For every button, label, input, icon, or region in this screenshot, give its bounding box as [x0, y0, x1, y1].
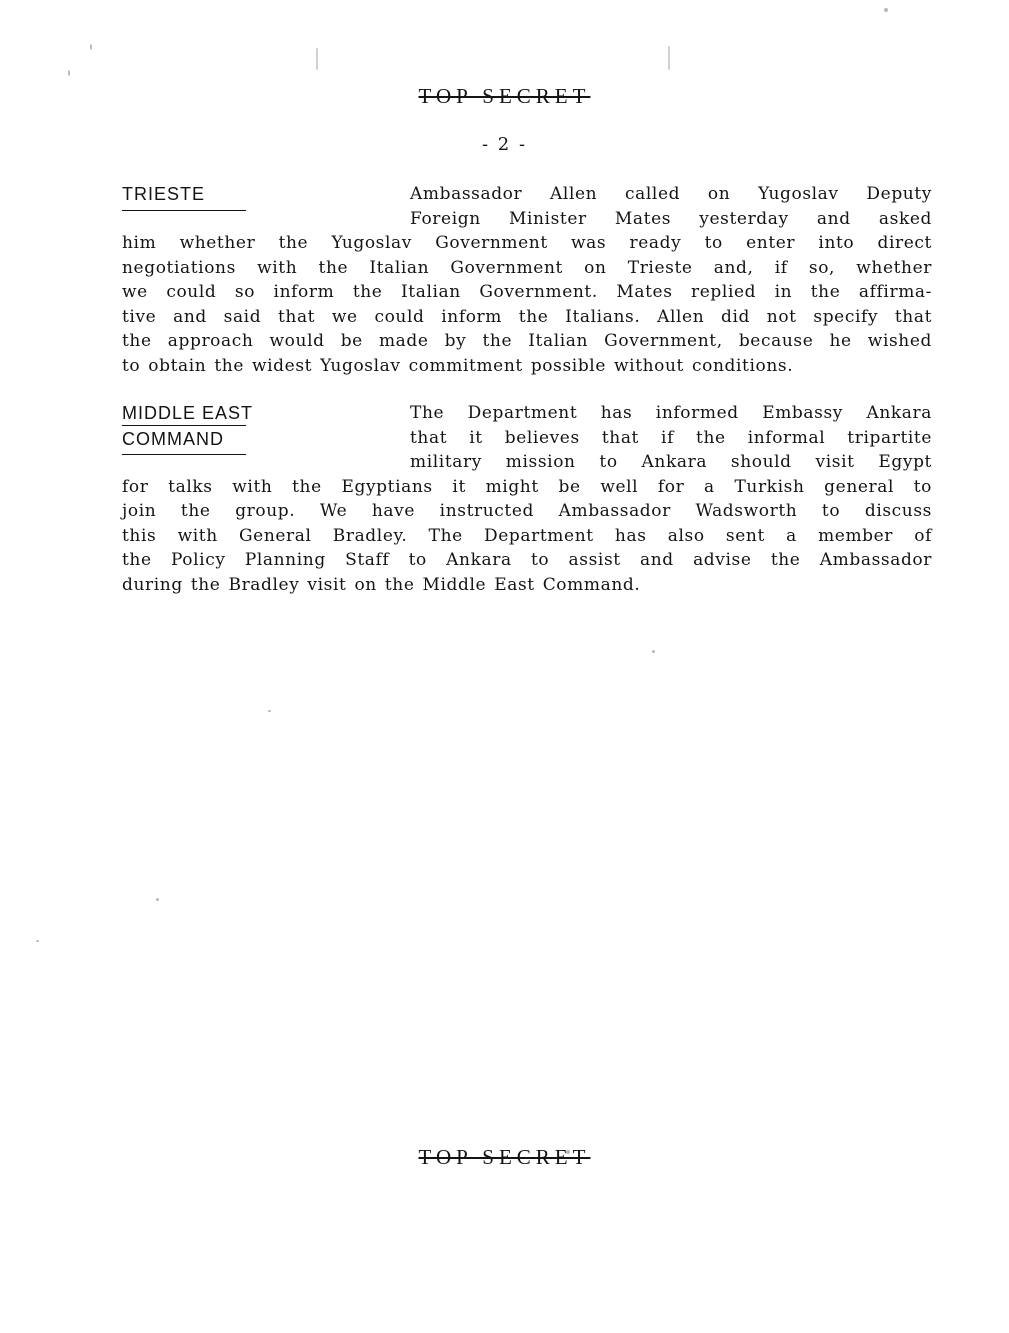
text-line: that it believes that if the informal tripartite: [410, 427, 932, 448]
section-trieste: [122, 182, 932, 378]
classification-marking-bottom: TOP SECRET: [418, 1145, 591, 1169]
text-line: tive and said that we could inform the Italians. Allen did not specify that: [122, 306, 932, 327]
text-line: we could so inform the Italian Government. Mates replied in the affirma-: [122, 282, 932, 302]
text-line: the Policy Planning Staff to Ankara to assist and advise the Ambassador: [122, 550, 932, 570]
heading-underline: [122, 210, 246, 211]
text-line: during the Bradley visit on the Middle East Command.: [122, 574, 641, 595]
text-line: Foreign Minister Mates yesterday and asked: [410, 208, 932, 229]
page-number: - 2 -: [481, 134, 528, 155]
heading-underline: [122, 454, 246, 455]
section-heading: [122, 182, 246, 211]
text-line: join the group. We have instructed Ambassador Wadsworth to discuss: [122, 501, 932, 521]
section-heading: [122, 401, 253, 455]
text-line: Ambassador Allen called on Yugoslav Deputy: [410, 184, 932, 204]
text-line: to obtain the widest Yugoslav commitment possible without conditions.: [122, 355, 794, 376]
text-line: the approach would be made by the Italian Government, because he wished: [122, 331, 932, 351]
text-line: negotiations with the Italian Government on Trieste and, if so, whether: [122, 257, 932, 278]
heading-line: TRIESTE: [122, 184, 206, 204]
text-line: for talks with the Egyptians it might be well for a Turkish general to: [122, 476, 932, 497]
text-line: him whether the Yugoslav Government was ready to enter into direct: [122, 233, 932, 253]
text-line: The Department has informed Embassy Ankara: [410, 403, 932, 423]
heading-line: MIDDLE EAST: [122, 403, 254, 423]
section-body: [122, 182, 932, 378]
text-line: military mission to Ankara should visit Egypt: [410, 452, 932, 472]
heading-line: COMMAND: [122, 428, 224, 449]
text-line: this with General Bradley. The Department has also sent a member of: [122, 525, 932, 546]
classification-marking-top: TOP SECRET: [418, 84, 591, 108]
section-middle-east-command: [122, 401, 932, 597]
